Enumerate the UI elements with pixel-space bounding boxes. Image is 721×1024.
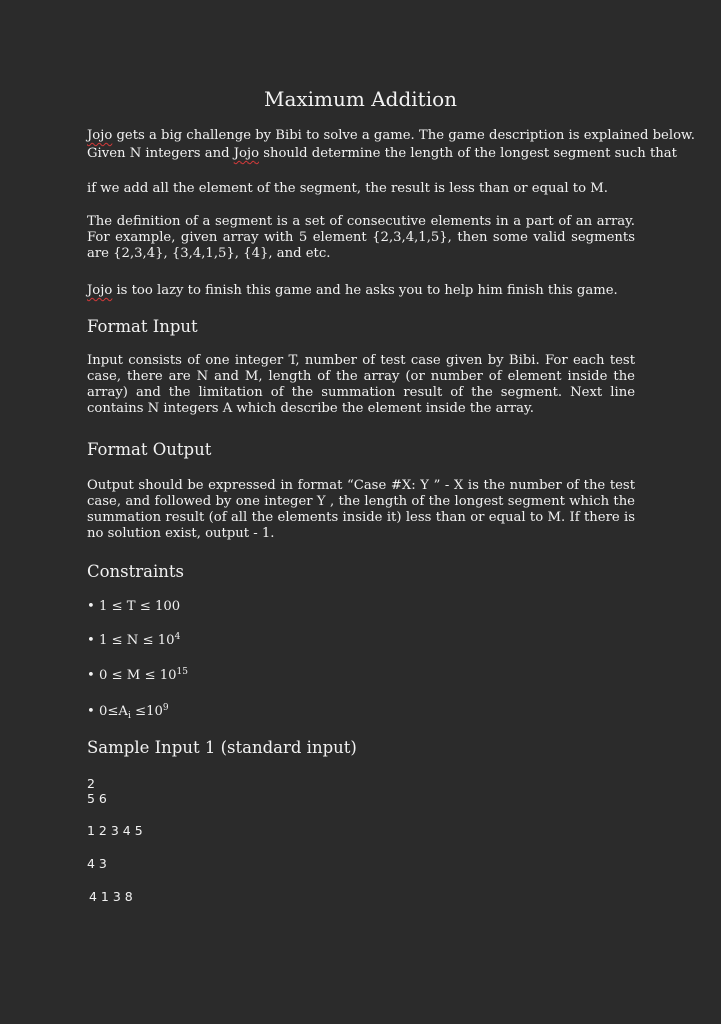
format-output-heading: Format Output xyxy=(87,440,212,459)
format-input-heading: Format Input xyxy=(87,317,198,336)
definition-paragraph: The definition of a segment is a set of consecutive elements in a part of an array. For example, given array with 5 element {2,3,4,1,5}, then some valid segments are {2,3,4}, {3,4,1,5}, {4}, and etc. xyxy=(87,214,635,261)
constraint-m: • $0 \le M \le 10^{15}$ xyxy=(87,667,188,683)
misspelled-name: Jojo xyxy=(87,128,113,143)
intro-line-3: if we add all the element of the segment, the result is less than or equal to M. xyxy=(87,181,608,196)
misspelled-name: Jojo xyxy=(87,283,113,298)
intro-line-1: Jojo gets a big challenge by Bibi to solve a game. The game description is explained below. xyxy=(87,128,695,143)
constraint-t: • 1 ≤ T ≤ 100 xyxy=(87,599,181,614)
page-title: Maximum Addition xyxy=(263,87,458,111)
misspelled-name: Jojo xyxy=(233,146,260,161)
sample-line: 1 2 3 4 5 xyxy=(87,823,143,838)
format-input-text: Input consists of one integer T, number of test case given by Bibi. For each test case, there are N and M, length of the array (or number of element inside the array) and the limitation of the summation result of the segment. Next line contains N integers A which describe the element inside the array. xyxy=(87,353,635,416)
intro-line-2: Given N integers and Jojo should determine the length of the longest segment such that xyxy=(87,146,677,161)
constraint-a: • $0\le A_i \le 10^9$ xyxy=(87,703,169,721)
constraint-n: • $1 \le N \le 10^4$ xyxy=(87,632,181,648)
sample-line: 4 3 xyxy=(87,856,107,871)
sample-line: 2 xyxy=(87,776,95,791)
format-output-text: Output should be expressed in format “Case #X: Y ” - X is the number of the test case, and followed by one integer Y , the length of the longest segment which the summation result (of all the elements inside it) less than or equal to M. If there is no solution exist, output - 1. xyxy=(87,478,635,541)
sample-line: 4 1 3 8 xyxy=(85,889,133,904)
constraints-heading: Constraints xyxy=(87,562,185,581)
lazy-paragraph: Jojo is too lazy to finish this game and he asks you to help him finish this game. xyxy=(87,283,618,298)
sample-line: 5 6 xyxy=(87,791,107,806)
sample-input-heading: Sample Input 1 (standard input) xyxy=(87,738,357,757)
